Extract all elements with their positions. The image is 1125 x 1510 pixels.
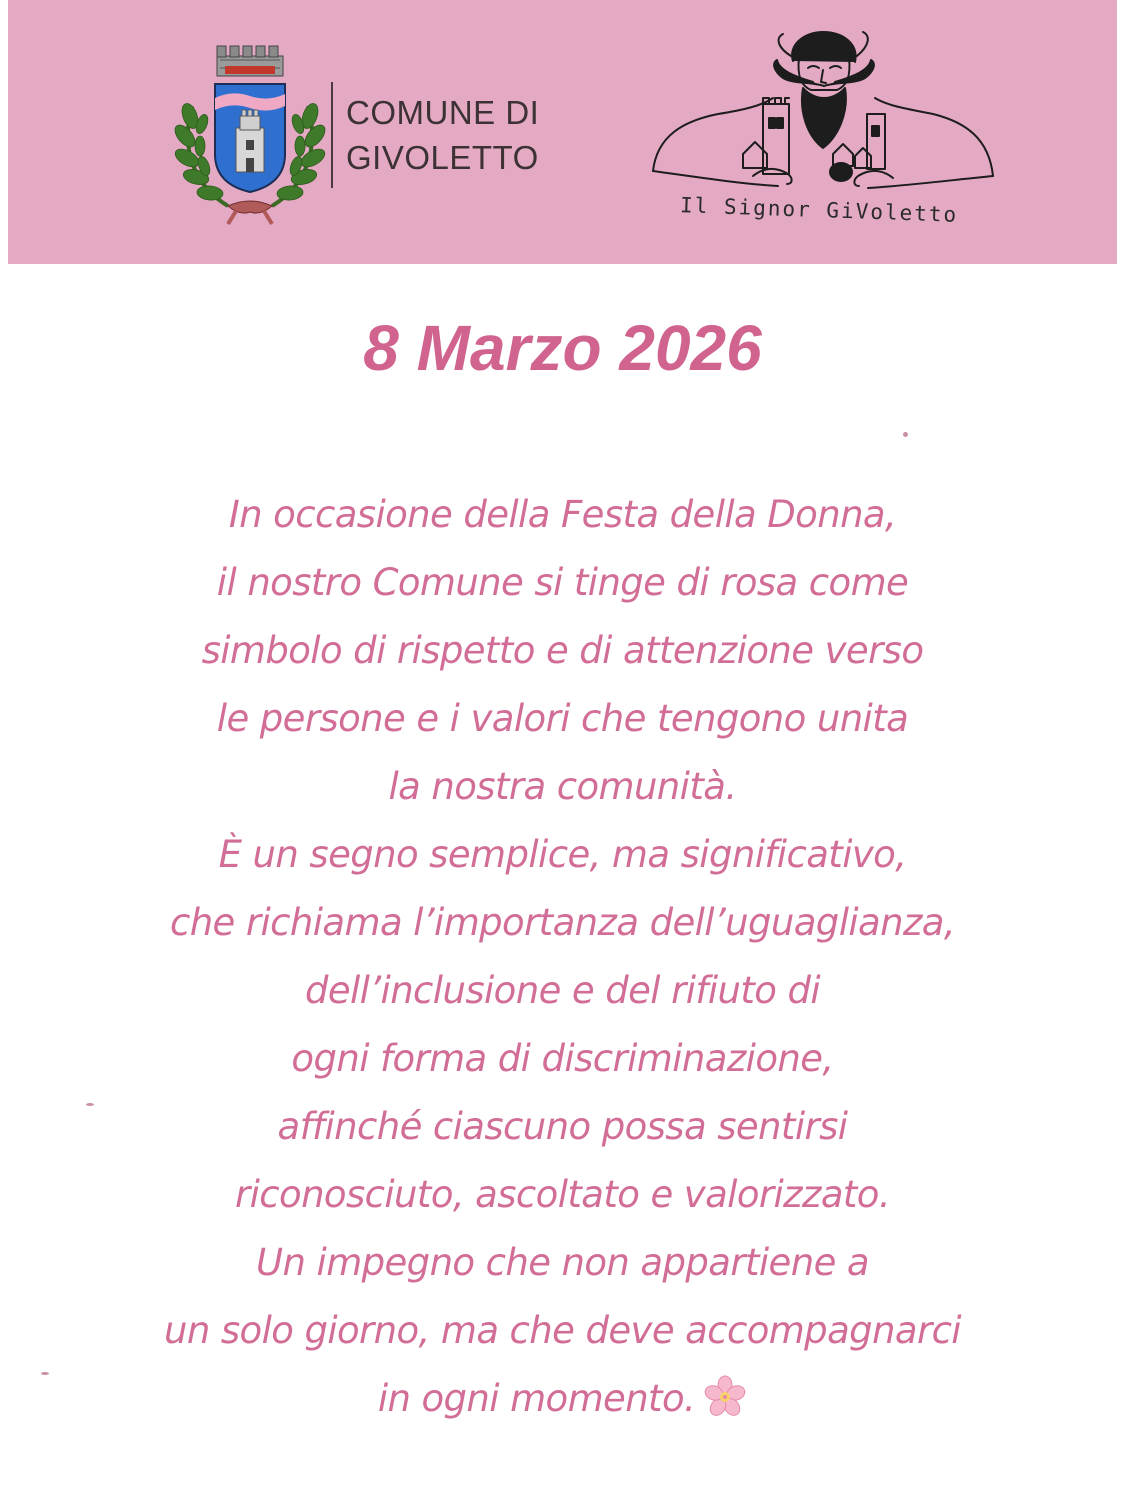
message-line: il nostro Comune si tinge di rosa come xyxy=(216,561,909,604)
message-line: la nostra comunità. xyxy=(388,765,737,808)
decorative-speck xyxy=(86,1103,94,1106)
coat-of-arms-icon xyxy=(170,36,330,226)
message-line: È un segno semplice, ma significativo, xyxy=(218,833,907,876)
cherry-blossom-icon xyxy=(703,1375,747,1419)
message-line: dell’inclusione e del rifiuto di xyxy=(304,969,821,1012)
comune-label-line-1: COMUNE DI xyxy=(346,94,540,131)
page-title: 8 Marzo 2026 xyxy=(363,312,762,384)
message-line: In occasione della Festa della Donna, xyxy=(228,493,897,536)
header-divider xyxy=(331,82,333,188)
message-line: Un impegno che non appartiene a xyxy=(256,1241,869,1284)
message-line: affinché ciascuno possa sentirsi xyxy=(277,1105,848,1148)
comune-label-line-2: GIVOLETTO xyxy=(346,139,539,176)
comune-label xyxy=(346,90,539,180)
mascot-caption: Il Signor GiVoletto xyxy=(679,193,959,227)
poster-page xyxy=(8,0,1117,1510)
message-line: in ogni momento. xyxy=(377,1377,696,1420)
header-banner xyxy=(8,0,1117,264)
message-line: che richiama l’importanza dell’uguaglianza, xyxy=(169,901,956,944)
message-last-line xyxy=(8,1365,1117,1433)
decorative-speck xyxy=(41,1372,49,1375)
message-line: le persone e i valori che tengono unita xyxy=(216,697,909,740)
message-line: simbolo di rispetto e di attenzione verso xyxy=(201,629,924,672)
message-line: riconosciuto, ascoltato e valorizzato. xyxy=(235,1173,890,1216)
decorative-speck xyxy=(903,432,908,437)
signor-givoletto-illustration-icon xyxy=(643,26,1003,201)
message-line: un solo giorno, ma che deve accompagnarci xyxy=(164,1309,961,1352)
message-body xyxy=(8,481,1117,1433)
message-line: ogni forma di discriminazione, xyxy=(291,1037,834,1080)
